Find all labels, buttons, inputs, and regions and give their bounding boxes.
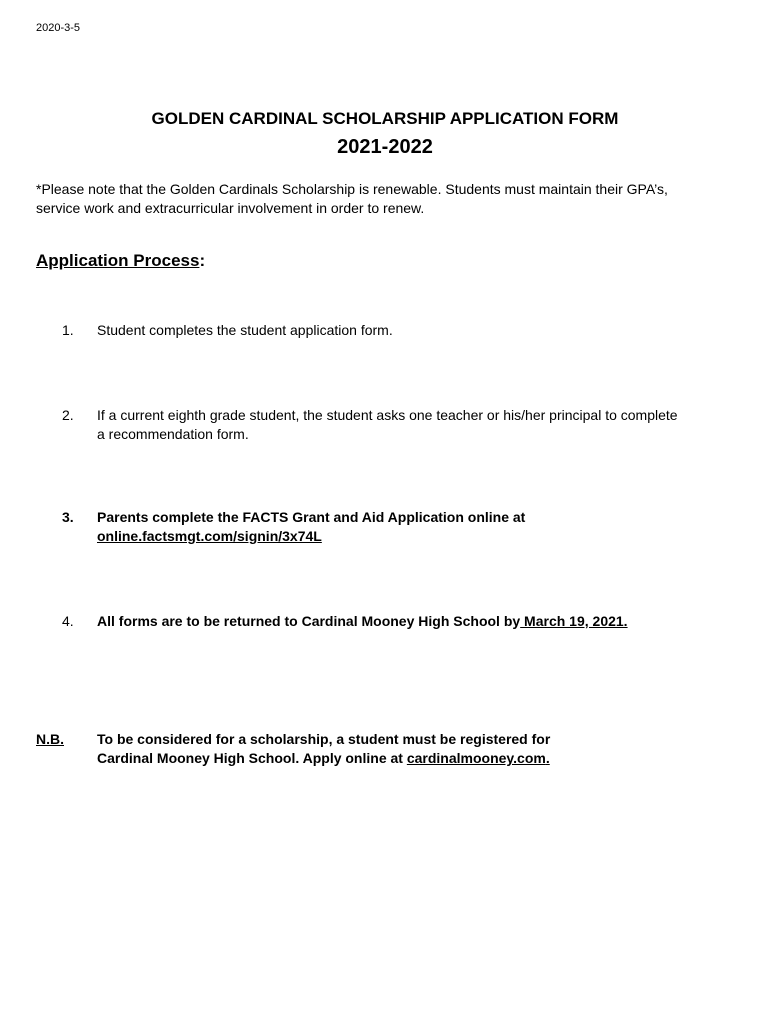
application-process-heading <box>36 251 205 271</box>
nb-line-2 <box>97 749 737 768</box>
nb-line-1: To be considered for a scholarship, a student must be registered for <box>97 731 551 747</box>
step-3-line-1: Parents complete the FACTS Grant and Aid Application online at <box>97 509 526 525</box>
application-process-heading-colon: : <box>199 251 206 270</box>
nb-line-2-prefix: Cardinal Mooney High School. Apply online at <box>97 750 407 766</box>
nb-label: N.B. <box>36 731 64 747</box>
step-1-number: 1. <box>62 322 74 338</box>
step-4-line: All forms are to be returned to Cardinal Mooney High School by <box>97 613 521 629</box>
form-title: GOLDEN CARDINAL SCHOLARSHIP APPLICATION FORM <box>151 109 619 128</box>
step-2-number: 2. <box>62 407 74 423</box>
renewal-note <box>36 180 736 218</box>
step-1-text: Student completes the student application form. <box>97 322 393 338</box>
cardinal-mooney-link[interactable]: cardinalmooney.com <box>406 750 546 766</box>
step-4-text <box>97 612 737 631</box>
step-3-number: 3. <box>62 509 74 525</box>
renewal-note-line-2: service work and extracurricular involvement in order to renew. <box>36 200 425 216</box>
nb-line-2-suffix: . <box>545 750 550 766</box>
facts-application-link[interactable]: online.factsmgt.com/signin/3x74L <box>97 528 322 544</box>
form-year: 2021-2022 <box>337 136 433 158</box>
step-2-line-1: If a current eighth grade student, the student asks one teacher or his/her principal to complete <box>97 407 678 423</box>
step-2-line-2: a recommendation form. <box>97 426 249 442</box>
nb-text <box>97 730 737 768</box>
step-3-text <box>97 508 737 546</box>
application-process-heading-text: Application Process <box>36 251 200 270</box>
step-4-number: 4. <box>62 613 74 629</box>
document-date: 2020-3-5 <box>36 22 81 34</box>
renewal-note-line-1: *Please note that the Golden Cardinals Scholarship is renewable. Students must maintain their GPA’s, <box>36 181 668 197</box>
deadline-date: March 19, 2021. <box>520 613 628 629</box>
step-2-text <box>97 406 737 444</box>
